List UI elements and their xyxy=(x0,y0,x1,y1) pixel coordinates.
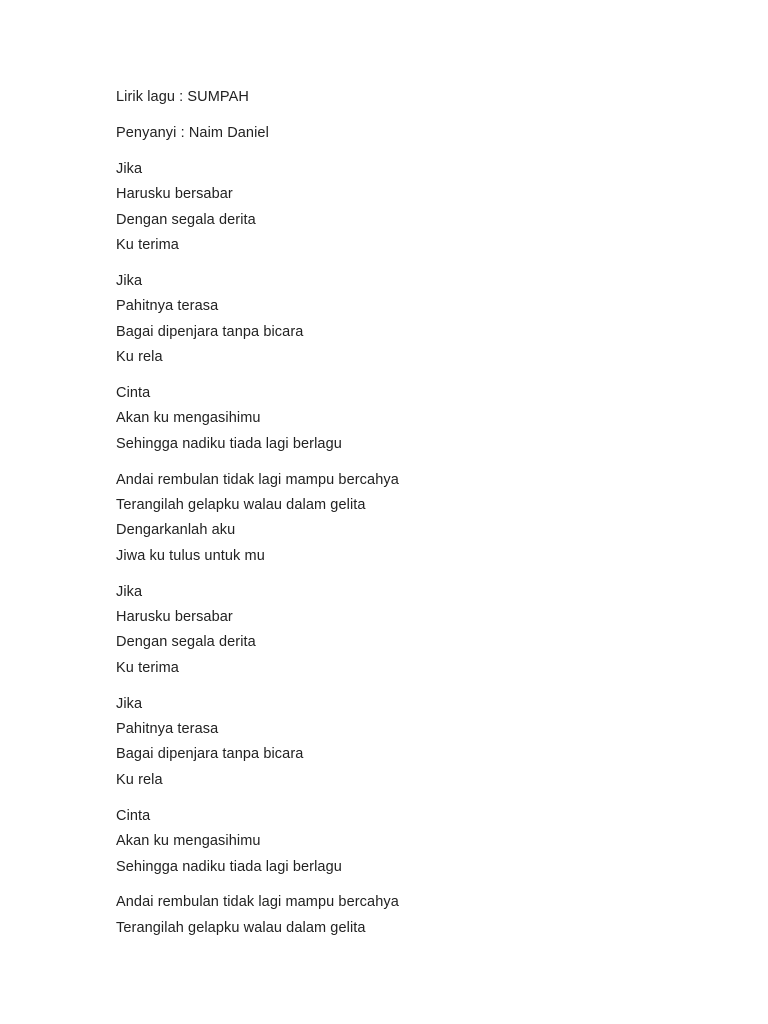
stanza-7 xyxy=(116,804,716,880)
lyric-line: Harusku bersabar xyxy=(116,186,233,203)
lyric-line: Andai rembulan tidak lagi mampu bercahya xyxy=(116,471,399,488)
title-block xyxy=(116,85,716,110)
lyric-line: Dengan segala derita xyxy=(116,211,256,228)
stanza-2 xyxy=(116,269,716,371)
lyric-line: Dengarkanlah aku xyxy=(116,522,236,539)
lyric-line: Jika xyxy=(116,272,143,289)
lyric-line: Ku terima xyxy=(116,236,179,253)
song-title: Lirik lagu : SUMPAH xyxy=(116,89,249,105)
lyric-line: Harusku bersabar xyxy=(116,609,233,626)
lyric-line: Jika xyxy=(116,583,143,600)
lyrics-content xyxy=(116,85,716,952)
lyric-line: Bagai dipenjara tanpa bicara xyxy=(116,746,304,763)
lyric-line: Pahitnya terasa xyxy=(116,298,219,315)
lyric-line: Ku rela xyxy=(116,771,163,788)
lyric-line: Jika xyxy=(116,695,143,712)
lyric-line: Cinta xyxy=(116,384,151,401)
lyric-line: Cinta xyxy=(116,807,151,824)
lyric-line: Ku terima xyxy=(116,659,179,676)
stanza-5 xyxy=(116,580,716,682)
singer-name: Penyanyi : Naim Daniel xyxy=(116,124,269,141)
stanza-4 xyxy=(116,468,716,570)
lyric-line: Pahitnya terasa xyxy=(116,721,219,738)
lyric-line: Akan ku mengasihimu xyxy=(116,833,261,850)
lyric-line: Akan ku mengasihimu xyxy=(116,410,261,427)
lyric-line: Sehingga nadiku tiada lagi berlagu xyxy=(116,858,342,875)
stanza-3 xyxy=(116,381,716,457)
lyric-line: Sehingga nadiku tiada lagi berlagu xyxy=(116,435,342,452)
lyric-line: Jika xyxy=(116,160,143,177)
singer-block xyxy=(116,121,716,146)
stanza-8 xyxy=(116,890,716,941)
stanza-1 xyxy=(116,157,716,259)
lyric-line: Bagai dipenjara tanpa bicara xyxy=(116,323,304,340)
lyric-line: Dengan segala derita xyxy=(116,634,256,651)
lyric-line: Terangilah gelapku walau dalam gelita xyxy=(116,919,366,936)
stanza-6 xyxy=(116,692,716,794)
lyric-line: Terangilah gelapku walau dalam gelita xyxy=(116,496,366,513)
lyric-line: Andai rembulan tidak lagi mampu bercahya xyxy=(116,894,399,911)
lyric-line: Ku rela xyxy=(116,349,163,366)
lyric-line: Jiwa ku tulus untuk mu xyxy=(116,547,265,564)
